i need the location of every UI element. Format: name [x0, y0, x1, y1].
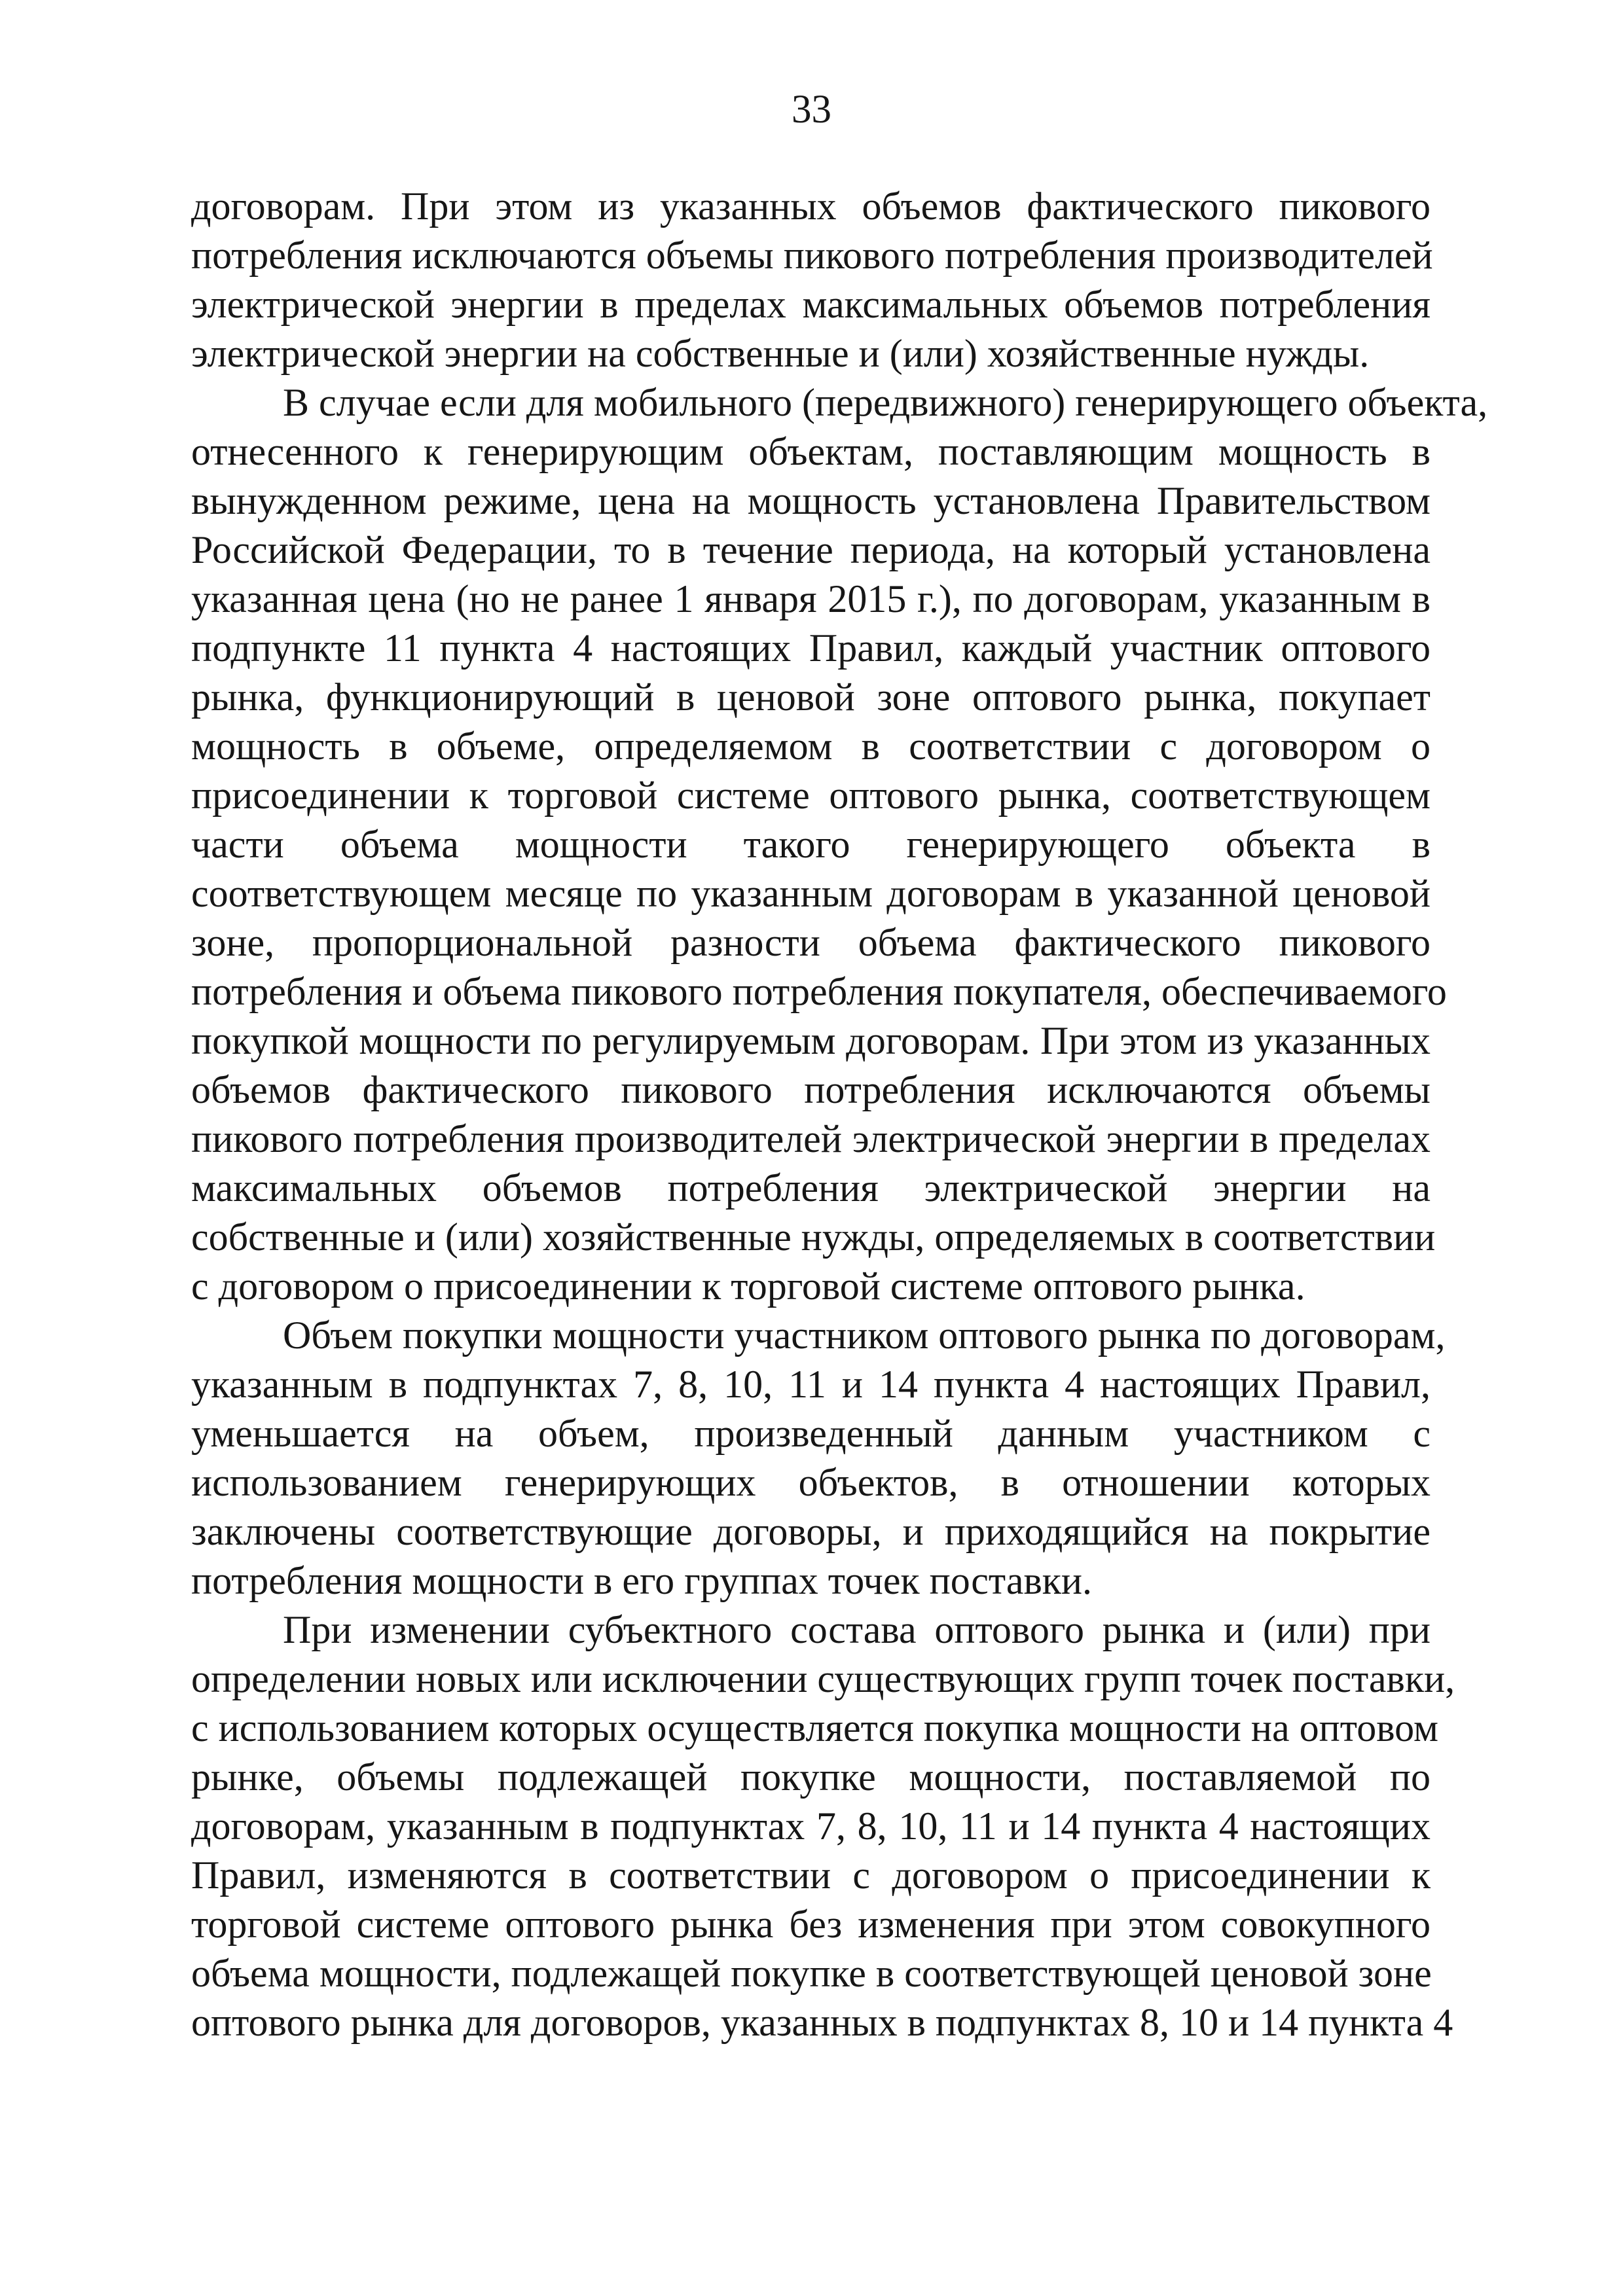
text-line: определении новых или исключении существующих групп точек поставки, [191, 1657, 1455, 1700]
text-line: договорам, указанным в подпунктах 7, 8, 10, 11 и 14 пункта 4 настоящих [191, 1804, 1431, 1848]
text-line: максимальных объемов потребления электрической энергии на [191, 1166, 1431, 1210]
text-line: электрической энергии в пределах максимальных объемов потребления [191, 283, 1431, 326]
text-line: покупкой мощности по регулируемым договорам. При этом из указанных [191, 1019, 1431, 1062]
text-line: оптового рынка для договоров, указанных в подпунктах 8, 10 и 14 пункта 4 [191, 2001, 1453, 2044]
text-line: электрической энергии на собственные и (или) хозяйственные нужды. [191, 332, 1370, 375]
paragraph-3 [191, 1311, 1446, 1605]
paragraph-1 [191, 182, 1431, 378]
text-line: объема мощности, подлежащей покупке в соответствующей ценовой зоне [191, 1952, 1432, 1995]
text-line: торговой системе оптового рынка без изменения при этом совокупного [191, 1903, 1431, 1946]
text-line: При изменении субъектного состава оптового рынка и (или) при [283, 1608, 1431, 1651]
text-line: В случае если для мобильного (передвижного) генерирующего объекта, [283, 381, 1488, 424]
text-line: договорам. При этом из указанных объемов фактического пикового [191, 185, 1431, 228]
text-line: присоединении к торговой системе оптового рынка, соответствующем [191, 774, 1431, 817]
text-line: указанная цена (но не ранее 1 января 2015 г.), по договорам, указанным в [191, 577, 1431, 620]
text-line: соответствующем месяце по указанным договорам в указанной ценовой [191, 872, 1431, 915]
text-line: потребления и объема пикового потребления покупателя, обеспечиваемого [191, 970, 1447, 1013]
paragraph-2 [191, 378, 1488, 1311]
text-line: зоне, пропорциональной разности объема фактического пикового [191, 921, 1431, 964]
text-line: рынка, функционирующий в ценовой зоне оптового рынка, покупает [191, 675, 1431, 719]
text-line: вынужденном режиме, цена на мощность установлена Правительством [191, 479, 1431, 522]
text-line: собственные и (или) хозяйственные нужды, определяемых в соответствии [191, 1215, 1436, 1259]
text-line: объемов фактического пикового потребления исключаются объемы [191, 1068, 1431, 1111]
text-line: уменьшается на объем, произведенный данным участником с [191, 1412, 1431, 1455]
text-line: указанным в подпунктах 7, 8, 10, 11 и 14 пункта 4 настоящих Правил, [191, 1363, 1431, 1406]
text-line: части объема мощности такого генерирующего объекта в [191, 823, 1431, 866]
text-line: пикового потребления производителей электрической энергии в пределах [191, 1117, 1431, 1160]
text-line: отнесенного к генерирующим объектам, поставляющим мощность в [191, 430, 1431, 473]
document-body [191, 182, 1488, 2047]
text-line: мощность в объеме, определяемом в соответствии с договором о [191, 725, 1431, 768]
text-line: рынке, объемы подлежащей покупке мощности, поставляемой по [191, 1755, 1431, 1799]
text-line: заключены соответствующие договоры, и приходящийся на покрытие [191, 1510, 1431, 1553]
paragraph-4 [191, 1605, 1455, 2047]
text-line: использованием генерирующих объектов, в отношении которых [191, 1461, 1431, 1504]
text-line: потребления исключаются объемы пикового потребления производителей [191, 234, 1433, 277]
text-line: Правил, изменяются в соответствии с договором о присоединении к [191, 1854, 1431, 1897]
text-line: с использованием которых осуществляется покупка мощности на оптовом [191, 1706, 1438, 1749]
text-line: Российской Федерации, то в течение периода, на который установлена [191, 528, 1431, 571]
page-number: 33 [792, 88, 831, 132]
text-line: потребления мощности в его группах точек поставки. [191, 1559, 1093, 1602]
text-line: подпункте 11 пункта 4 настоящих Правил, каждый участник оптового [191, 626, 1431, 670]
text-line: Объем покупки мощности участником оптового рынка по договорам, [283, 1314, 1446, 1357]
text-line: с договором о присоединении к торговой системе оптового рынка. [191, 1265, 1305, 1308]
